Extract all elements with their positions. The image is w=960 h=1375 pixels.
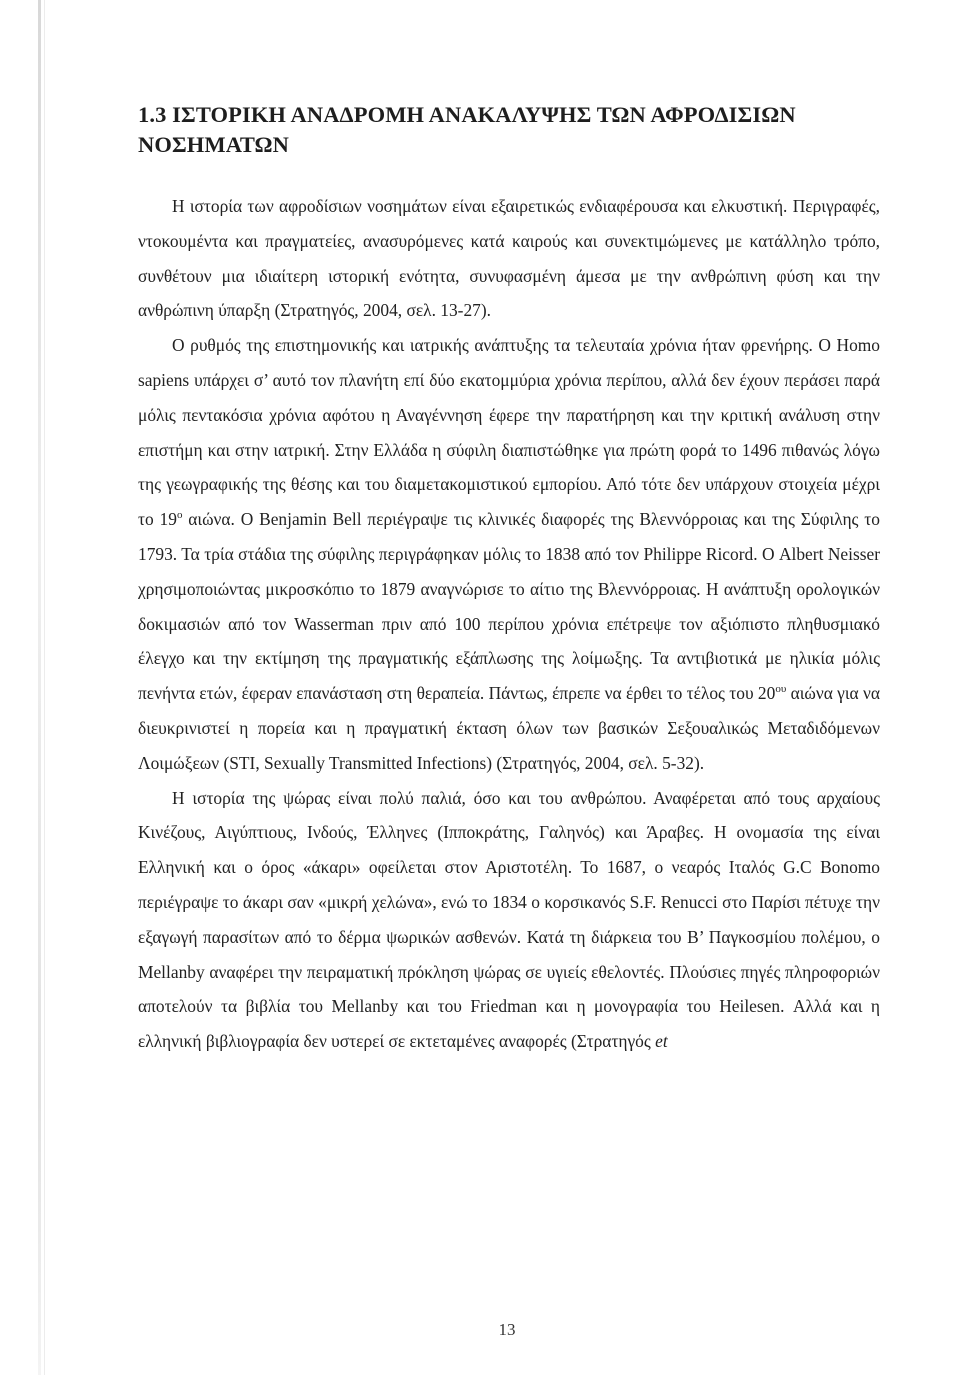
paragraph-2-part-a: Ο ρυθμός της επιστημονικής και ιατρικής ανάπτυξης τα τελευταία χρόνια ήταν φρενήρης. Ο Homo sapiens υπάρχει σ’ αυτό τον πλανήτη επί δύο εκατομμύρια χρόνια περίπου, αλλά δεν έχουν περάσει παρά μόλις πεντακόσια χρόνια αφότου η Αναγέννηση έφερε την παρατήρηση και την κριτική ανάλυση στην επιστήμη και στην ιατρική. Στην Ελλάδα η σύφιλη διαπιστώθηκε για πρώτη φορά το 1496 πιθανώς λόγω της γεωγραφικής της θέσης και του διαμετακομιστικού εμπορίου. Από τότε δεν υπάρχουν στοιχεία μέχρι το 19	[138, 335, 880, 530]
section-heading-line-1: 1.3 ΙΣΤΟΡΙΚΗ ΑΝΑΔΡΟΜΗ ΑΝΑΚΑΛΥΨΗΣ ΤΩΝ ΑΦΡΟΔΙΣΙΩΝ	[138, 102, 796, 127]
scan-border-shadow	[38, 0, 41, 1375]
paragraph-2-part-b: αιώνα. Ο Benjamin Bell περιέγραψε τις κλινικές διαφορές της Βλεννόρροιας και της Σύφιλης το 1793. Τα τρία στάδια της σύφιλης περιγράφηκαν μόλις το 1838 από τον Philippe Ricord. Ο Albert Neisser χρησιμοποιώντας μικροσκόπιο το 1879 αναγνώρισε το αίτιο της Βλεννόρροιας. Η ανάπτυξη ορολογικών δοκιμασιών από τον Wasserman πριν από 100 περίπου χρόνια επέτρεψε τον αξιόπιστο πληθυσμιακό έλεγχο και την εκτίμηση της πραγματικής εξάπλωσης της λοίμωξης. Τα αντιβιοτικά με ηλικία μόλις πενήντα ετών, έφεραν επανάσταση στη θεραπεία. Πάντως, έπρεπε να έρθει το τέλος του 20	[138, 509, 880, 704]
paragraph-3-italic: et	[655, 1031, 668, 1052]
paragraph-2	[138, 328, 880, 780]
paragraph-1: Η ιστορία των αφροδίσιων νοσημάτων είναι εξαιρετικώς ενδιαφέρουσα και ελκυστική. Περιγραφές, ντοκουμέντα και πραγματείες, ανασυρόμενες κατά καιρούς και συνεκτιμώμενες με κατάλληλο τρόπο, συνθέτουν μια ιδιαίτερη ιστορική ενότητα, συνυφασμένη άμεσα με την ανθρώπινη φύση και την ανθρώπινη ύπαρξη (Στρατηγός, 2004, σελ. 13-27).	[138, 196, 880, 321]
paragraph-3	[138, 781, 880, 1059]
paragraph-2-part-c: αιώνα για να διευκρινιστεί η πορεία και η πραγματική έκταση όλων των βασικών Σεξουαλικώς Μεταδιδόμενων Λοιμώξεων (STI, Sexually Transmitted Infections) (Στρατηγός, 2004, σελ. 5-32).	[138, 683, 880, 773]
body-text	[138, 189, 880, 1059]
document-page	[138, 100, 880, 1059]
ordinal-superscript-1: ο	[176, 509, 183, 522]
ordinal-superscript-2: ου	[775, 683, 787, 696]
section-heading	[138, 100, 880, 160]
section-heading-line-2: ΝΟΣΗΜΑΤΩΝ	[138, 132, 290, 157]
paragraph-3-text: Η ιστορία της ψώρας είναι πολύ παλιά, όσο και του ανθρώπου. Αναφέρεται από τους αρχαίους Κινέζους, Αιγύπτιους, Ινδούς, Έλληνες (Ιπποκράτης, Γαληνός) και Άραβες. Η ονομασία της είναι Ελληνική και ο όρος «άκαρι» οφείλεται στον Αριστοτέλη. Το 1687, ο νεαρός Ιταλός G.C Bonomo περιέγραψε το άκαρι σαν «μικρή χελώνα», ενώ το 1834 ο κορσικανός S.F. Renucci στο Παρίσι πέτυχε την εξαγωγή παρασίτων από το δέρμα ψωρικών ασθενών. Κατά τη διάρκεια του Β’ Παγκοσμίου πολέμου, ο Mellanby αναφέρει την πειραματική πρόκληση ψώρας σε υγιείς εθελοντές. Πλούσιες πηγές πληροφοριών αποτελούν τα βιβλία του Mellanby και του Friedman και η μονογραφία του Heilesen. Αλλά και η ελληνική βιβλιογραφία δεν υστερεί σε εκτεταμένες αναφορές (Στρατηγός	[138, 787, 880, 1052]
scan-border-line	[44, 0, 45, 1375]
page-number: 13	[498, 1320, 516, 1339]
